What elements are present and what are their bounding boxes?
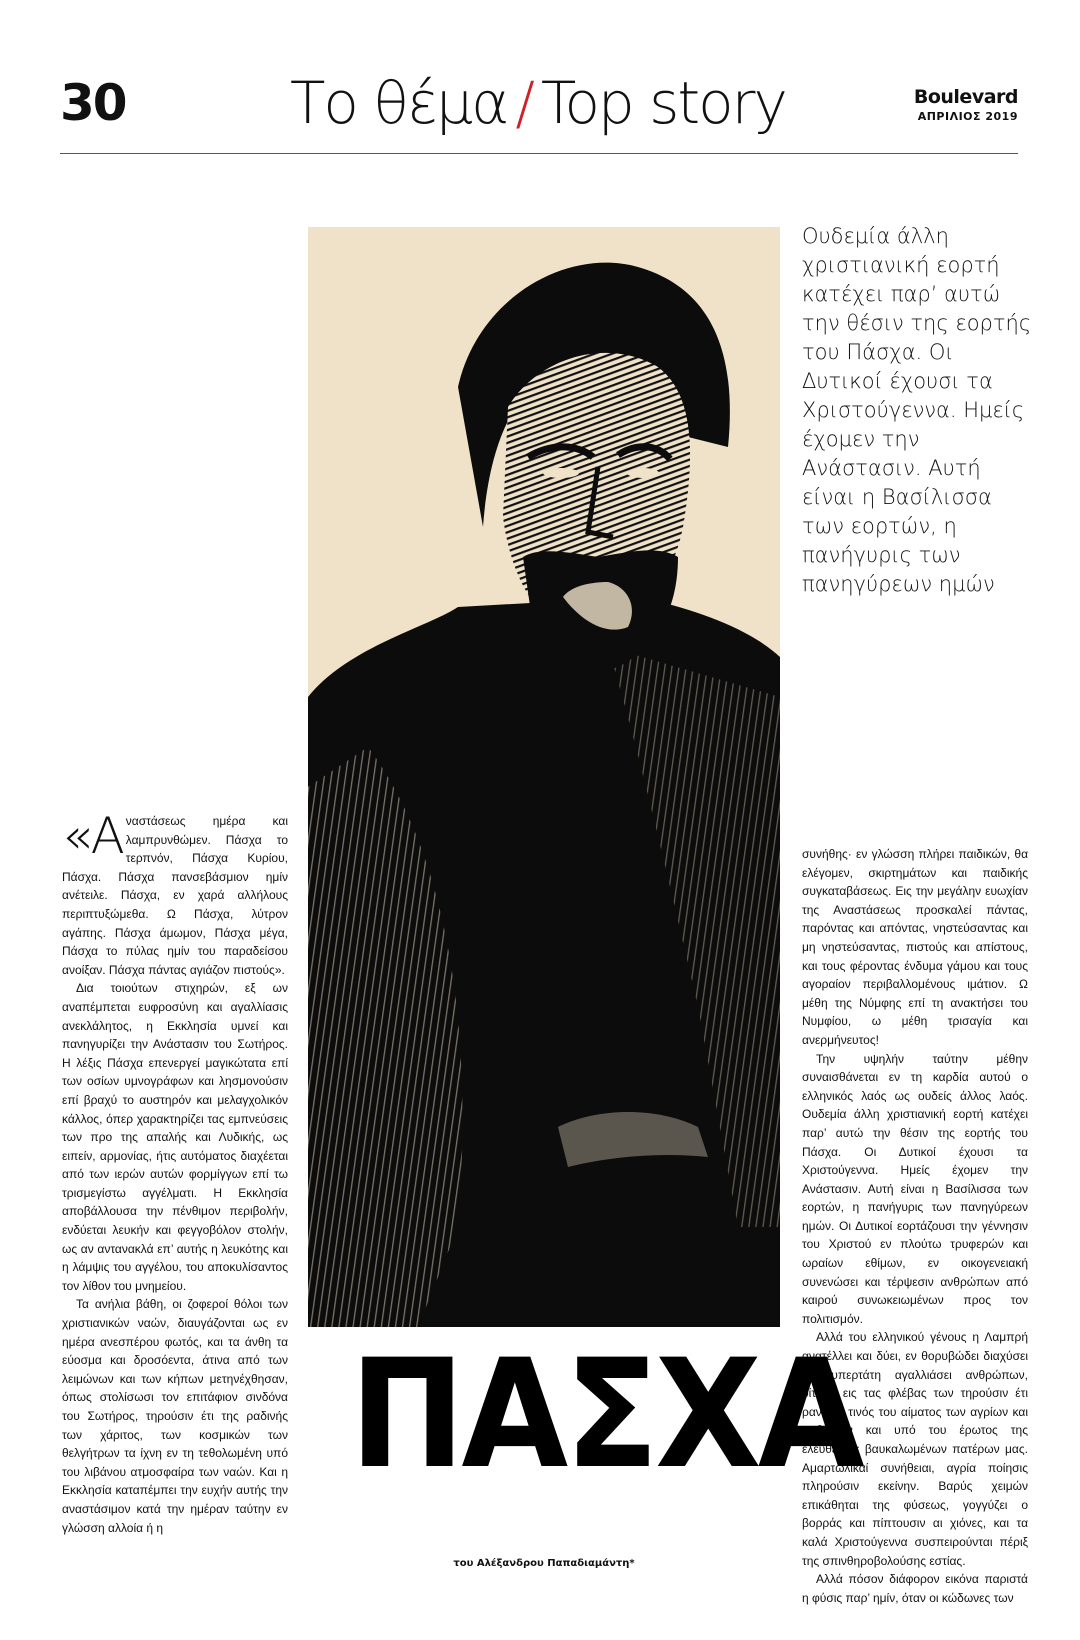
woodcut-portrait [308,227,780,1327]
page-number: 30 [60,74,126,132]
section-title-english: Top story [540,69,786,137]
paragraph-2: Δια τοιούτων στιχηρών, εξ ων αναπέμπεται ευφροσύνη και αγαλλίασις ανεκλάλητος, η Εκκλησία υμνεί και πανηγυρίζει την Ανάστασιν του Σωτήρος. Η λέξις Πάσχα επενεργεί μαγικώτατα επί των οσίων υμνογράφων και λησμονούσιν επί βραχύ το αυστηρόν και μελαγχολικόν κάλλος, όπερ χαρακτηρίζει τας εμπνεύσεις των προ της απαλής και Λυδικής, ως ειπείν, αρμονίας, ήτις αυτόματος διαχέεται από των ιερών αυτών φορμίγγων επί τω τρισμεγίστω αγγέλματι. Η Εκκλησία αποβάλλουσα την πένθιμον περιβολήν, ενδύεται λευκήν και φεγγοβόλον στολήν, ως αν αντανακλά επ’ αυτής η λευκότης και η λάμψις του αγγέλου, του αποκυλίσαντος τον λίθον του μνημείου. [62,981,288,1293]
header-rule [60,153,1018,154]
article-title: ΠΑΣΧΑ [349,1328,861,1502]
brand-block [914,88,1018,123]
pull-quote: Ουδεμία άλλη χριστιανική εορτή κατέχει παρ’ αυτώ την θέσιν της εορτής του Πάσχα. Οι Δυτικοί έχουσι τα Χριστούγεννα. Ημείς έχομεν την Ανάστασιν. Αυτή είναι η Βασίλισσα των εορτών, η πανήγυρις των πανηγύρεων ημών [802,224,1032,596]
section-title-greek: Το θέμα [290,69,508,137]
woodcut-portrait-image [308,227,780,1327]
paragraph-1 [62,807,288,979]
brand-name: Boulevard [913,86,1018,108]
section-title [290,69,786,137]
paragraph-7: Αλλά πόσον διάφορον εικόνα παριστά η φύσις παρ’ ημίν, όταν οι κώδωνες των [802,1572,1028,1605]
article-column-left [62,807,288,1572]
paragraph-6: Αλλά του ελληνικού γένους η Λαμπρή ανατέλλει και δύει, εν θορυβώδει διαχύσει και υπερτάτη αγαλλιάσει ανθρώπων, οίτινες εις τας φλέβας των τηρούσιν έτι ρανίδας τινός του αίματος των αγρίων και ατιθάσων και υπό του έρωτος της ελευθερίας βαυκαλωμένων πατέρων μας. Αμαρτωλικαί συνήθειαι, αγρία ποίησις πληρούσιν εκείνην. Βαρύς χειμών επικάθηται της φύσεως, γογγύζει ο βορράς και πίπτουσιν αι χιόνες, και τα καλά Χριστούγεννα συσπειρούνται πέριξ της σπινθηροβολούσης εστίας. [802,1330,1028,1568]
drop-cap: «Α [62,807,123,865]
paragraph-3: Τα ανήλια βάθη, οι ζοφεροί θόλοι των χριστιανικών ναών, διαυγάζονται ως εν ημέρα ανεσπέρου φωτός, και τα άνθη τα εύοσμα και δροσόεντα, άτινα από των λειμώνων και των κήπων μετηνέχθησαν, όπως στολίσωσι τον επιτάφιον σινδόνα του Σωτήρος, τηρούσιν έτι της ραδινής των χάριτος, των κοσμικών των θελγήτρων τα ίχνη εν τη τεθολωμένη υπό του λιβάνου ατμοσφαίρα των ναών. Και η Εκκλησία καταπέμπει την ευχήν αυτής την αναστάσιμον κατά την ημέραν ταύτην εν γλώσση αλλοία ή η [62,1297,288,1535]
issue-date: ΑΠΡΙΛΙΟΣ 2019 [917,110,1018,123]
paragraph-1-text: ναστάσεως ημέρα και λαμπρυνθώμεν. Πάσχα το τερπνόν, Πάσχα Κυρίου, Πάσχα. Πάσχα πανσεβάσμιον ημίν ανέτειλε. Πάσχα, εν χαρά αλλήλους περιπτυξώμεθα. Ω Πάσχα, λύτρον αγάπης. Πάσχα άμωμον, Πάσχα μέγα, Πάσχα το πύλας ημίν του παραδείσου ανοίξαν. Πάσχα πάντας αγιάζον πιστούς». [62,814,288,977]
paragraph-4: συνήθης· εν γλώσση πλήρει παιδικών, θα ελέγομεν, σκιρτημάτων και παιδικής συγκαταβάσεως. Εις την μεγάλην ευωχίαν της Αναστάσεως προσκαλεί πάντας, παρόντας και απόντας, νηστεύσαντας και μη νηστεύσαντας, πιστούς και απίστους, και τους φέροντας ένδυμα γάμου και τους αγοραίον περιβαλλομένους ιμάτιον. Ω μέθη της Νύμφης επί τη ανακτήσει του Νυμφίου, ω μέθη τρισαγία και ανερμήνευτος! [802,847,1028,1047]
byline: του Αλέξανδρου Παπαδιαμάντη* [453,1558,635,1569]
paragraph-5: Την υψηλήν ταύτην μέθην συναισθάνεται εν τη καρδία αυτού ο ελληνικός λαός ως ουδείς άλλος λαός. Ουδεμία άλλη χριστιανική εορτή κατέχει παρ’ αυτώ την θέσιν της εορτής του Πάσχα. Οι Δυτικοί έχουσι τα Χριστούγεννα. Ημείς έχομεν την Ανάστασιν. Αυτή είναι η Βασίλισσα των εορτών, η πανήγυρις των πανηγύρεων ημών. Οι Δυτικοί εορτάζουσι την γέννησιν του Χριστού εν πλούτω τρυφερών και ωραίων εθίμων, εν οικογενειακή συνενώσει και τέρψεσιν ανθρώπων από καιρού συνωκειωμένων προς τον πολιτισμόν. [802,1051,1028,1326]
section-separator: / [515,69,533,137]
